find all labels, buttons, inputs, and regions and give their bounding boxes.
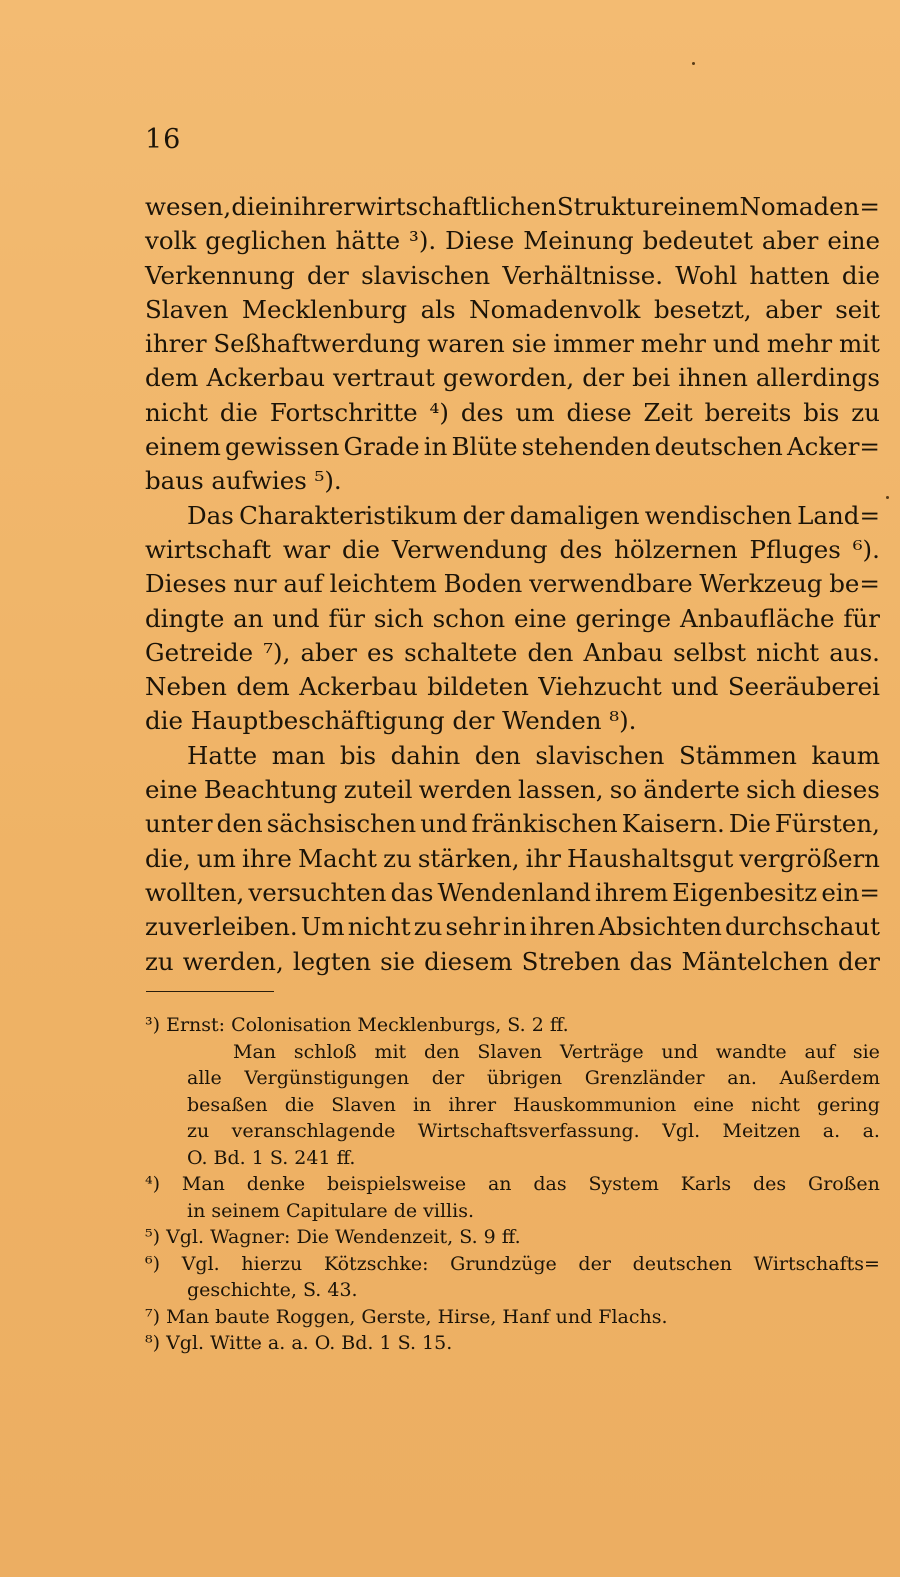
text-line: unter den sächsischen und fränkischen Kaisern. Die Fürsten, [145, 809, 880, 839]
footnote-line: ⁴) Man denke beispielsweise an das System Karls des Großen [145, 1173, 880, 1195]
footnote-separator [146, 991, 274, 992]
text-line: volk geglichen hätte ³). Diese Meinung bedeutet aber eine [145, 226, 880, 256]
text-line: baus aufwies ⁵). [145, 466, 342, 496]
footnotes [145, 1012, 880, 1357]
paper-speck [692, 62, 695, 65]
text-line: Das Charakteristikum der damaligen wendischen Land= [187, 500, 880, 530]
text-line: Getreide ⁷), aber es schaltete den Anbau selbst nicht aus. [145, 637, 880, 667]
text-line: Neben dem Ackerbau bildeten Viehzucht und Seeräuberei [145, 672, 880, 702]
text-line: einem gewissen Grade in Blüte stehenden deutschen Acker= [145, 432, 880, 462]
text-line: dem Ackerbau vertraut geworden, der bei ihnen allerdings [145, 363, 880, 393]
footnote-line: ⁶) Vgl. hierzu Kötzschke: Grundzüge der deutschen Wirtschafts= [145, 1252, 880, 1275]
text-line: wollten, versuchten das Wendenland ihrem Eigenbesitz ein= [145, 877, 880, 907]
text-line: dingte an und für sich schon eine geringe Anbaufläche für [145, 603, 880, 633]
text-line: wesen, die in ihrer wirtschaftlichen Struktur einem Nomaden= [145, 192, 880, 221]
footnote-line: geschichte, S. 43. [187, 1279, 358, 1301]
text-line: nicht die Fortschritte ⁴) des um diese Zeit bereits bis zu [145, 397, 880, 427]
text-line: Hatte man bis dahin den slavischen Stämmen kaum [187, 740, 880, 770]
text-line: Slaven Mecklenburg als Nomadenvolk besetzt, aber seit [145, 294, 880, 324]
footnote-line: alle Vergünstigungen der übrigen Grenzländer an. Außerdem [187, 1067, 880, 1089]
footnote-line: ³) Ernst: Colonisation Mecklenburgs, S. 2 ff. [145, 1014, 569, 1036]
footnote-line: ⁷) Man baute Roggen, Gerste, Hirse, Hanf und Flachs. [145, 1305, 668, 1328]
text-line: ihrer Seßhaftwerdung waren sie immer mehr und mehr mit [145, 329, 880, 359]
footnote-line: in seinem Capitulare de villis. [187, 1199, 474, 1222]
text-line: Verkennung der slavischen Verhältnisse. Wohl hatten die [145, 260, 880, 290]
text-line: Dieses nur auf leichtem Boden verwendbare Werkzeug be= [145, 569, 880, 599]
text-line: die Hauptbeschäftigung der Wenden ⁸). [145, 706, 637, 736]
footnote-line: ⁸) Vgl. Witte a. a. O. Bd. 1 S. 15. [145, 1332, 453, 1354]
footnote-line: ⁵) Vgl. Wagner: Die Wendenzeit, S. 9 ff. [145, 1226, 521, 1248]
text-line: zu werden, legten sie diesem Streben das Mäntelchen der [145, 946, 880, 976]
text-line: wirtschaft war die Verwendung des hölzernen Pfluges ⁶). [145, 534, 880, 564]
page-number: 16 [145, 124, 182, 155]
text-line: zuverleiben. Um nicht zu sehr in ihren Absichten durchschaut [145, 912, 880, 942]
footnote-line: Man schloß mit den Slaven Verträge und wandte auf sie [233, 1040, 880, 1063]
text-line: die, um ihre Macht zu stärken, ihr Haushaltsgut vergrößern [145, 843, 880, 873]
body-text [145, 190, 880, 979]
footnote-line: besaßen die Slaven in ihrer Hauskommunion eine nicht gering [187, 1093, 880, 1116]
paper-speck [886, 496, 889, 499]
footnote-line: O. Bd. 1 S. 241 ff. [187, 1146, 356, 1169]
footnote-line: zu veranschlagende Wirtschaftsverfassung. Vgl. Meitzen a. a. [187, 1120, 880, 1142]
text-line: eine Beachtung zuteil werden lassen, so änderte sich dieses [145, 775, 880, 805]
